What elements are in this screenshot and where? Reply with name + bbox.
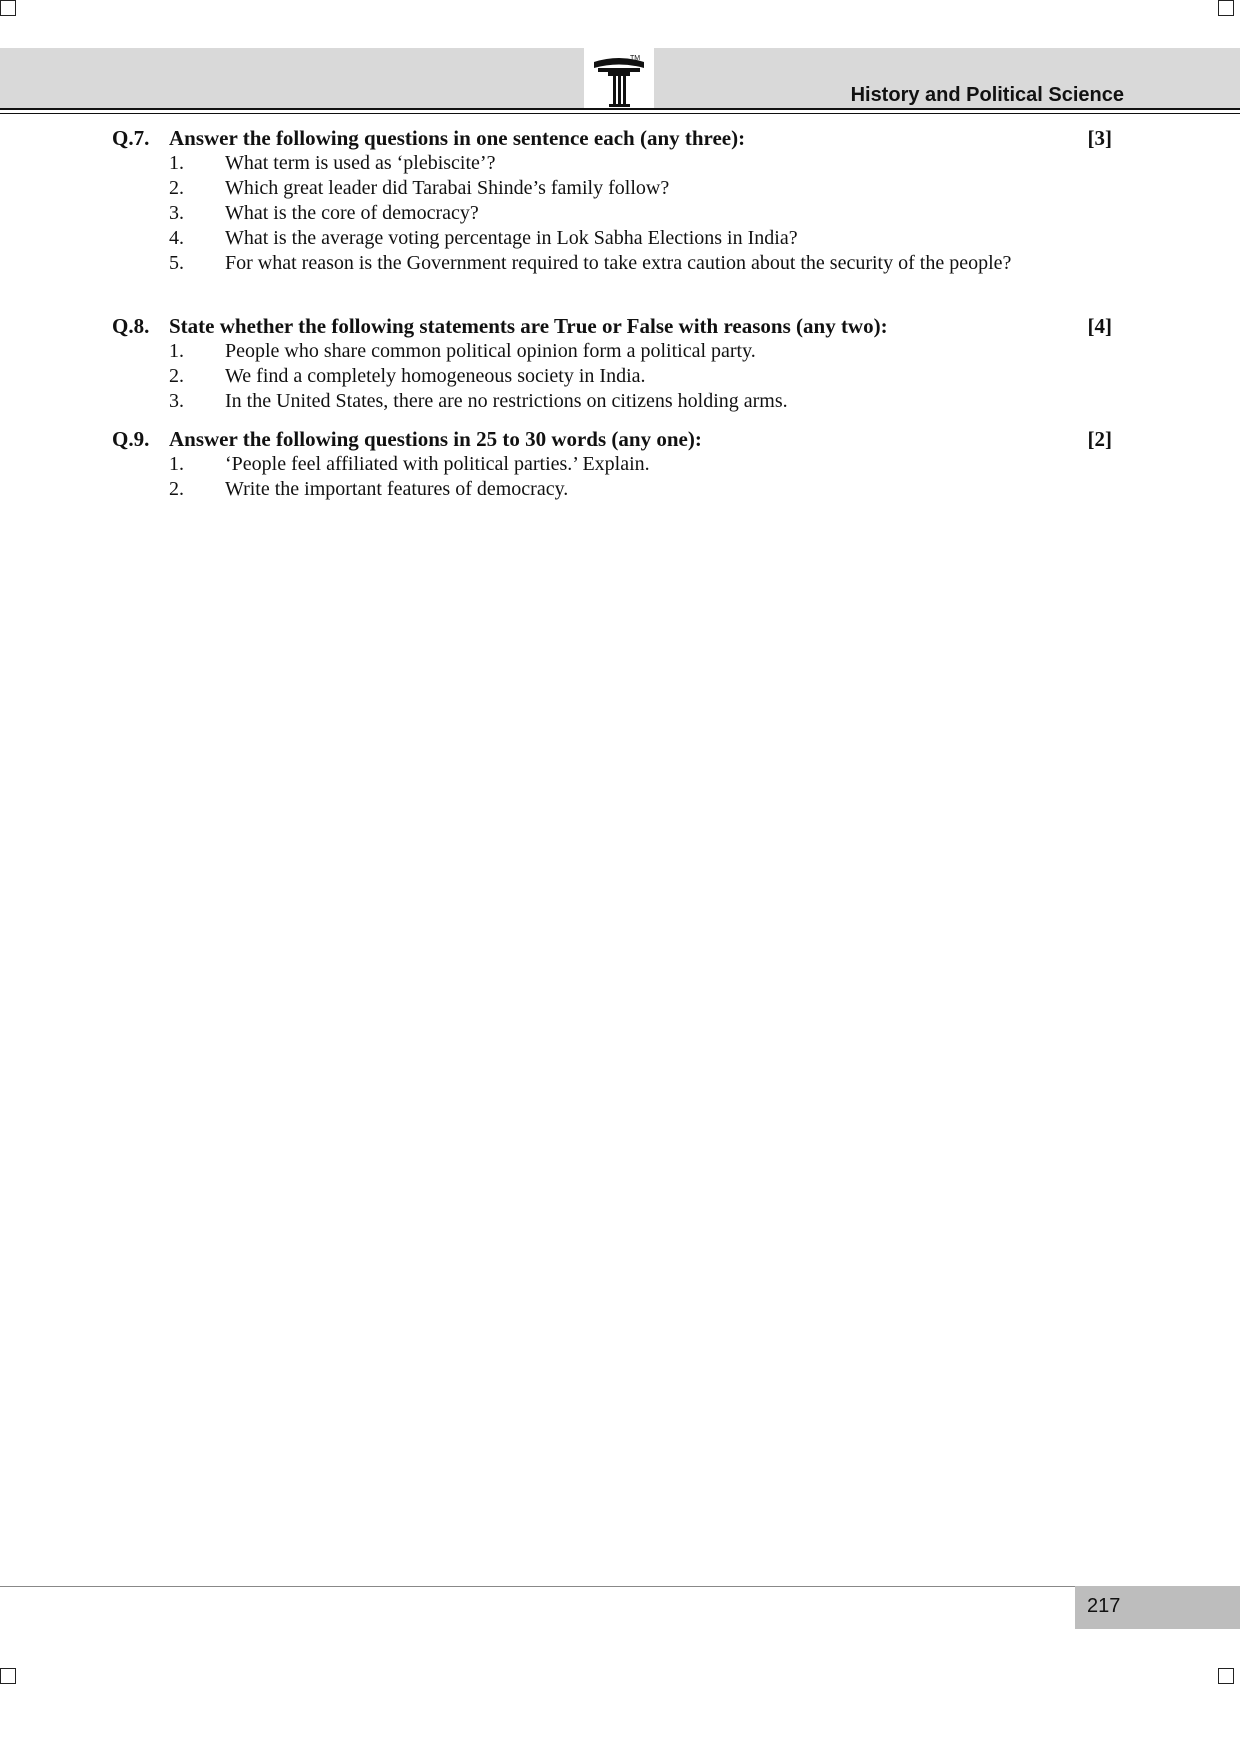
question-marks: [4]	[1087, 314, 1112, 338]
question-marks: [3]	[1087, 126, 1112, 150]
question-instruction: Answer the following questions in one sentence each (any three):	[169, 126, 746, 150]
question-number: Q.9.	[112, 427, 150, 451]
list-item	[112, 151, 1112, 176]
item-text: What is the core of democracy?	[225, 202, 479, 224]
item-text: People who share common political opinion form a political party.	[225, 340, 756, 362]
question-number: Q.8.	[112, 314, 150, 338]
list-item	[112, 226, 1112, 251]
list-item	[112, 176, 1112, 201]
pillar-t-logo-icon	[584, 48, 654, 110]
list-item	[112, 339, 1112, 364]
item-number: 3.	[169, 202, 184, 224]
crop-mark-bottom-right	[1218, 1668, 1234, 1684]
item-number: 4.	[169, 227, 184, 249]
list-item	[112, 201, 1112, 226]
page-number-box	[1075, 1586, 1240, 1629]
item-text: Write the important features of democracy.	[225, 478, 569, 500]
question-instruction: State whether the following statements are True or False with reasons (any two):	[169, 314, 888, 338]
question-marks: [2]	[1087, 427, 1112, 451]
item-number: 2.	[169, 478, 184, 500]
item-text: What is the average voting percentage in Lok Sabha Elections in India?	[225, 227, 798, 249]
item-text: In the United States, there are no restrictions on citizens holding arms.	[225, 390, 788, 412]
question-heading	[112, 314, 1112, 339]
header-rule-thin	[0, 113, 1240, 114]
item-number: 5.	[169, 252, 184, 274]
question-heading	[112, 427, 1112, 452]
item-text: What term is used as ‘plebiscite’?	[225, 152, 496, 174]
crop-mark-top-right	[1218, 0, 1234, 16]
item-number: 2.	[169, 365, 184, 387]
item-text: For what reason is the Government required to take extra caution about the security of the people?	[225, 252, 1012, 274]
list-item	[112, 477, 1112, 502]
question-heading	[112, 126, 1112, 151]
question-instruction: Answer the following questions in 25 to 30 words (any one):	[169, 427, 702, 451]
footer-rule	[0, 1586, 1240, 1587]
item-number: 2.	[169, 177, 184, 199]
question-number: Q.7.	[112, 126, 150, 150]
trademark-label: TM	[630, 55, 641, 62]
list-item	[112, 364, 1112, 389]
publisher-logo	[584, 48, 654, 110]
question-block-q9	[112, 427, 1112, 502]
header-rule-thick	[0, 108, 1240, 110]
item-text: ‘People feel affiliated with political parties.’ Explain.	[225, 453, 650, 475]
list-item	[112, 389, 1112, 414]
item-number: 1.	[169, 152, 184, 174]
item-number: 3.	[169, 390, 184, 412]
subject-title: History and Political Science	[850, 84, 1124, 106]
item-text: We find a completely homogeneous society in India.	[225, 365, 646, 387]
crop-mark-bottom-left	[0, 1668, 16, 1684]
list-item	[112, 452, 1112, 477]
item-text: Which great leader did Tarabai Shinde’s family follow?	[225, 177, 670, 199]
item-number: 1.	[169, 453, 184, 475]
question-block-q8	[112, 314, 1112, 414]
crop-mark-top-left	[0, 0, 16, 16]
question-block-q7	[112, 126, 1112, 276]
item-number: 1.	[169, 340, 184, 362]
list-item	[112, 251, 1112, 276]
page-number: 217	[1087, 1595, 1121, 1617]
